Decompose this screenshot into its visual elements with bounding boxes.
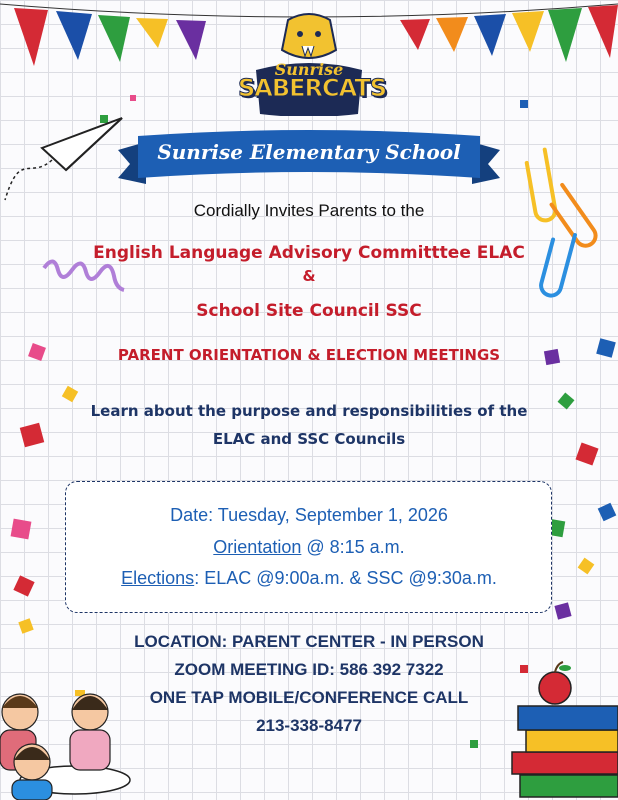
meeting-type: PARENT ORIENTATION & ELECTION MEETINGS xyxy=(117,346,501,364)
elections-label: Elections xyxy=(121,568,195,588)
phone-number: 213-338-8477 xyxy=(256,716,362,735)
orientation-line xyxy=(0,537,618,558)
ampersand: & xyxy=(302,267,316,285)
ssc-title: School Site Council SSC xyxy=(196,301,422,321)
school-name: Sunrise Elementary School xyxy=(157,140,461,164)
elections-times: : ELAC @9:00a.m. & SSC @9:30a.m. xyxy=(194,568,497,588)
learn-line-1: Learn about the purpose and responsibilities of the xyxy=(90,402,528,420)
logo-word-sabercats: SABERCATS xyxy=(238,74,387,102)
location-line: LOCATION: PARENT CENTER - IN PERSON xyxy=(134,632,484,651)
school-logo xyxy=(238,10,387,116)
elac-title: English Language Advisory Committtee ELAC xyxy=(93,243,525,263)
invite-text: Cordially Invites Parents to the xyxy=(193,201,425,220)
logo-word-sunrise: Sunrise xyxy=(274,60,344,79)
orientation-time: @ 8:15 a.m. xyxy=(301,537,405,557)
zoom-id-line: ZOOM MEETING ID: 586 392 7322 xyxy=(174,660,444,679)
learn-line-2: ELAC and SSC Councils xyxy=(212,430,406,448)
orientation-label: Orientation xyxy=(213,537,302,557)
elections-line xyxy=(0,568,618,589)
meeting-date: Date: Tuesday, September 1, 2026 xyxy=(170,505,448,525)
children-illustration xyxy=(0,694,130,800)
conference-call-line: ONE TAP MOBILE/CONFERENCE CALL xyxy=(149,688,469,707)
paper-plane-icon xyxy=(5,118,122,200)
